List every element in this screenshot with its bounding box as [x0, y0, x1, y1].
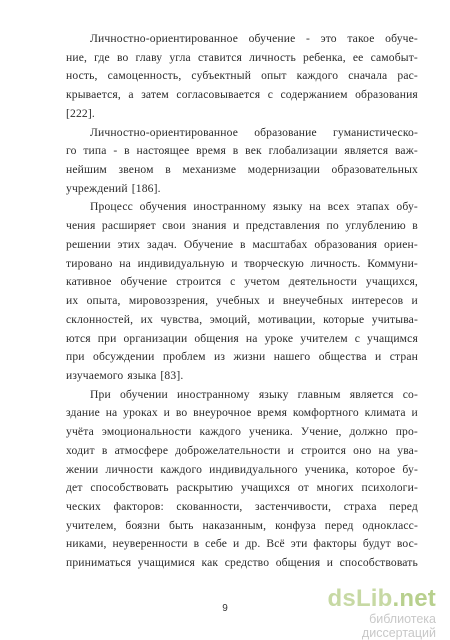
text-line: дет способствовать раскрытию учащихся от многих психологи- [66, 481, 418, 495]
text-line: Личностно-ориентированное обучение - это такое обуче- [90, 32, 418, 45]
text-line: ность, самоценность, субъектный опыт каждого сначала рас- [66, 69, 418, 83]
watermark [296, 586, 436, 640]
text-line: Личностно-ориентированное образование гуманистическо- [90, 125, 418, 139]
text-line: го типа - в настоящее время в век глобализации является важ- [66, 144, 418, 158]
text-line: решении этих задач. Обучение в масштабах образования ориен- [66, 237, 418, 251]
text-line: склонностей, их чувства, эмоций, мотивации, которые учитыва- [66, 312, 418, 326]
watermark-logo [296, 586, 436, 612]
text-line: При обучении иностранному языку главным является со- [90, 387, 418, 401]
watermark-caption: библиотека диссертаций [361, 612, 436, 640]
text-line: учителем, боязни быть наказанным, конфуза перед однокласс- [66, 518, 418, 532]
text-line: никами, неуверенности в себе и др. Всё эти факторы будут вос- [66, 537, 418, 551]
text-line: крывается, а затем согласовывается с содержанием образования [66, 88, 418, 102]
text-line: их опыта, мировоззрения, учебных и внеучебных интересов и [66, 294, 418, 308]
text-line: при обсуждении проблем из жизни нашего общества и стран [66, 350, 418, 364]
watermark-logo-main: dsLib [327, 585, 393, 612]
text-line: [222]. [66, 106, 95, 120]
text-line: тировано на индивидуальную и творческую личность. Коммуни- [66, 256, 418, 270]
text-line: ходит в атмосфере доброжелательности и строится оно на ува- [66, 443, 418, 457]
text-line: Процесс обучения иностранному языку на всех этапах обу- [90, 200, 418, 214]
text-line: учёта эмоциональности каждого ученика. Учение, должно про- [66, 425, 418, 439]
text-line: кативное обучение строится с учетом деятельности учащихся, [66, 275, 418, 289]
page-number: 9 [222, 603, 228, 614]
text-line: здание на уроках и во внеурочное время комфортного климата и [66, 406, 418, 420]
text-line: приниматься учащимися как средство общения и способствовать [66, 556, 418, 570]
text-line: жении личности каждого индивидуального ученика, которое бу- [66, 462, 418, 476]
text-line: ческих факторов: скованности, застенчивости, страха перед [66, 499, 418, 513]
text-line: чения расширяет свои знания и представления по углублению в [66, 219, 418, 233]
text-line: ются при организации общения на уроке учителем с учащимся [66, 331, 418, 345]
watermark-logo-suffix: .net [392, 585, 436, 612]
text-line: изучаемого языка [83]. [66, 368, 184, 382]
text-line: ние, где во главу угла ставится личность ребенка, ее самобыт- [66, 50, 418, 64]
text-line: учреждений [186]. [66, 181, 161, 195]
body-text [66, 30, 418, 573]
text-line: нейшим звеном в механизме модернизации образовательных [66, 163, 418, 177]
